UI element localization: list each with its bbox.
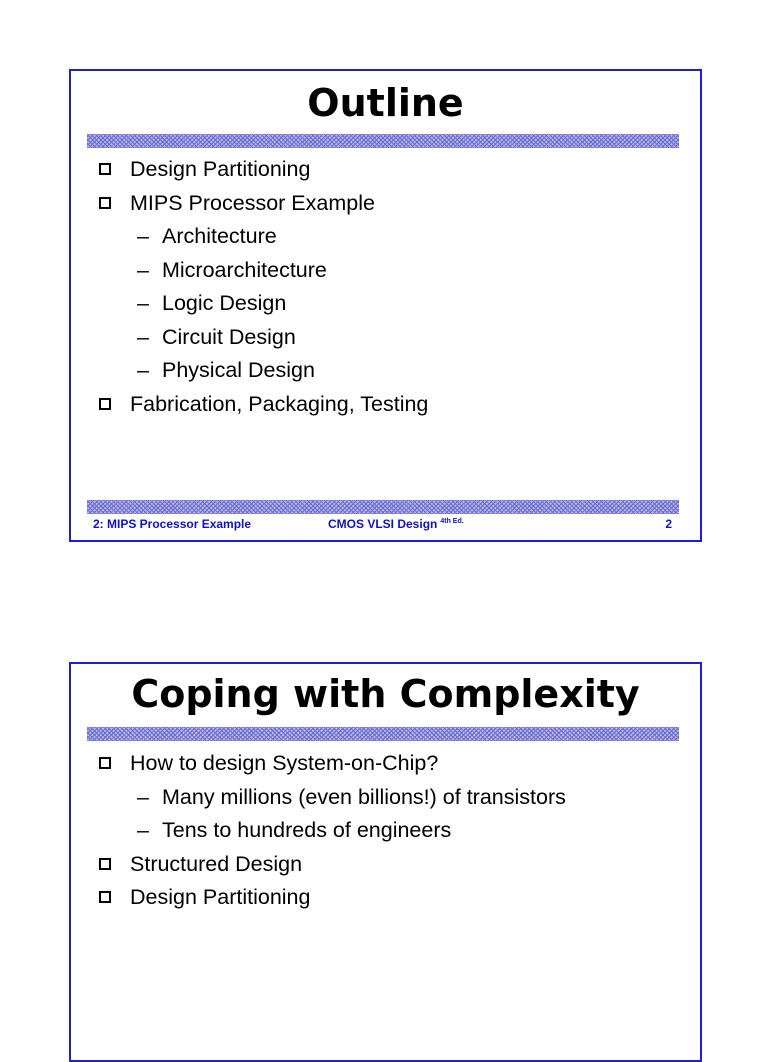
dash-bullet-icon: – <box>137 224 149 248</box>
slide-title: Outline <box>307 81 464 125</box>
dash-bullet-icon: – <box>137 291 149 315</box>
title-divider <box>87 727 679 741</box>
bullet-list <box>97 750 690 918</box>
bullet-text: Physical Design <box>162 358 315 382</box>
slide-title: Coping with Complexity <box>131 672 640 716</box>
bullet-item <box>97 884 690 918</box>
sub-bullet-item <box>97 817 690 851</box>
square-bullet-icon <box>99 398 111 410</box>
slide-footer <box>71 517 700 533</box>
bullet-list <box>97 156 690 424</box>
dash-bullet-icon: – <box>137 358 149 382</box>
bullet-text: Architecture <box>162 224 277 248</box>
bullet-text: Many millions (even billions!) of transistors <box>162 784 566 809</box>
sub-bullet-item <box>97 784 690 818</box>
footer-divider <box>87 500 679 514</box>
bullet-item <box>97 190 690 224</box>
footer-chapter: 2: MIPS Processor Example <box>93 517 252 531</box>
sub-bullet-item <box>97 257 690 291</box>
dash-bullet-icon: – <box>137 818 149 842</box>
dash-bullet-icon: – <box>137 324 149 349</box>
bullet-text: How to design System-on-Chip? <box>130 751 439 775</box>
bullet-text: Logic Design <box>162 291 287 315</box>
footer-book-title <box>328 517 464 531</box>
dash-bullet-icon: – <box>137 784 149 809</box>
square-bullet-icon <box>99 891 111 903</box>
bullet-text: Tens to hundreds of engineers <box>162 818 452 842</box>
square-bullet-icon <box>99 858 111 870</box>
sub-bullet-item <box>97 223 690 257</box>
title-divider <box>87 134 679 148</box>
bullet-item <box>97 851 690 885</box>
bullet-text: Circuit Design <box>162 324 296 349</box>
bullet-text: Fabrication, Packaging, Testing <box>130 391 429 416</box>
slide-coping-with-complexity <box>69 662 702 1062</box>
sub-bullet-item <box>97 324 690 358</box>
bullet-item <box>97 391 690 425</box>
bullet-text: Design Partitioning <box>130 885 311 909</box>
bullet-text: MIPS Processor Example <box>130 190 375 215</box>
bullet-text: Microarchitecture <box>162 257 327 282</box>
bullet-item <box>97 750 690 784</box>
square-bullet-icon <box>99 197 111 209</box>
footer-edition: 4th Ed. <box>440 518 464 525</box>
bullet-text: Design Partitioning <box>130 157 311 181</box>
dash-bullet-icon: – <box>137 257 149 282</box>
bullet-text: Structured Design <box>130 851 303 876</box>
square-bullet-icon <box>99 757 111 769</box>
square-bullet-icon <box>99 163 111 175</box>
footer-book-name: CMOS VLSI Design <box>328 517 438 531</box>
sub-bullet-item <box>97 290 690 324</box>
bullet-item <box>97 156 690 190</box>
sub-bullet-item <box>97 357 690 391</box>
footer-page-number: 2 <box>665 517 672 531</box>
slide-outline <box>69 69 702 542</box>
